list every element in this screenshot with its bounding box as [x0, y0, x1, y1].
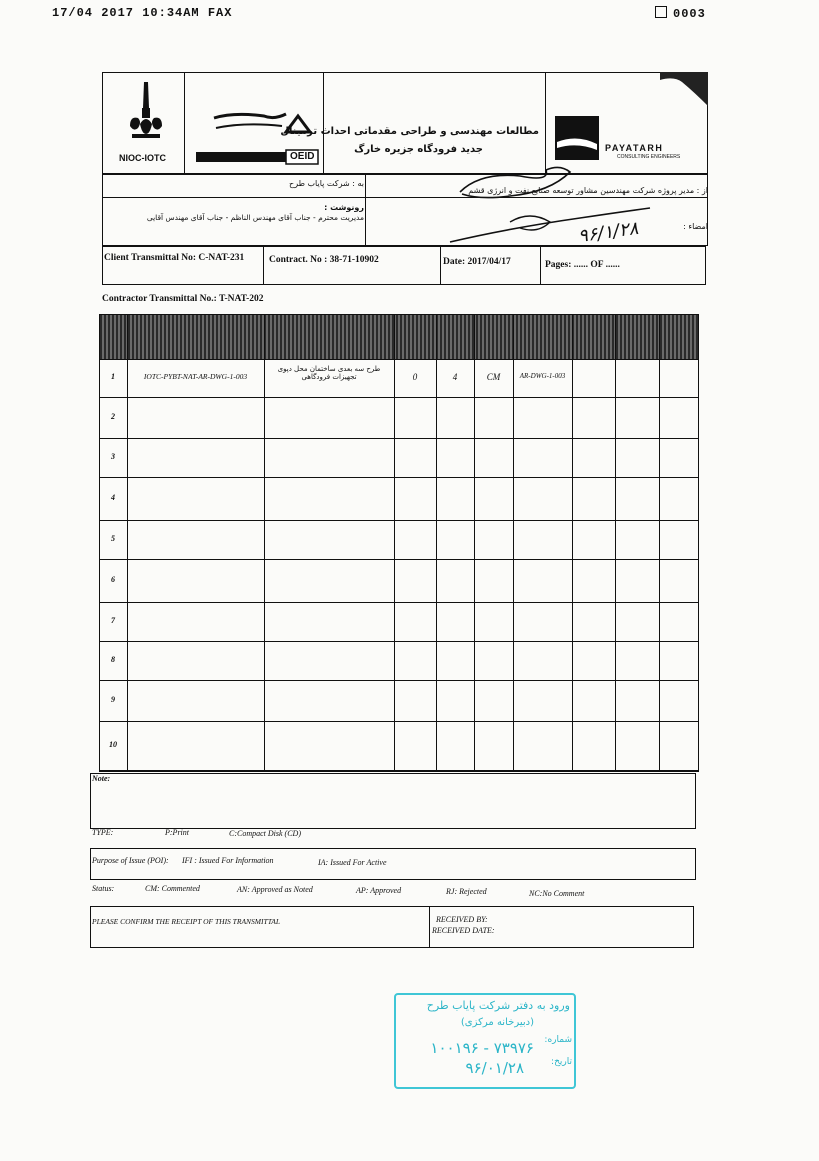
nioc-label: NIOC-IOTC [119, 153, 166, 163]
project-title-line1: مطالعات مهندسی و طراحی مقدماتی احداث ترمینال [280, 126, 539, 137]
received-by: RECEIVED BY: [436, 915, 488, 924]
type-compact-disk: C:Compact Disk (CD) [229, 829, 301, 838]
fax-timestamp: 17/04 2017 10:34AM FAX [52, 6, 233, 20]
cc-value: مدیریت محترم - جناب آقای مهندس الناظم - جناب آقای مهندس آقایی [146, 213, 364, 222]
reference-code: AR-DWG-1-003 [519, 372, 566, 380]
contractor-transmittal-no: Contractor Transmittal No.: T-NAT-202 [102, 294, 264, 304]
payatarh-logo [555, 116, 599, 160]
note-label: Note: [92, 774, 111, 783]
project-title-line2: جدید فرودگاه جزیره خارگ [354, 144, 483, 155]
table-column-divider [127, 314, 128, 771]
table-row-divider [99, 359, 699, 360]
revision: 0 [412, 372, 418, 382]
fax-page-icon [655, 6, 667, 18]
cc-label: رونوشت : [324, 203, 364, 212]
from-field: از : مدیر پروژه شرکت مهندسین مشاور توسعه صنایع نفت و انرژی قشم [468, 186, 708, 195]
document-title: طرح سه بعدی ساختمان محل دپوی تجهیزات فرودگاهی [277, 365, 381, 381]
fax-page-value: 0003 [673, 7, 706, 21]
row-number: 9 [111, 695, 115, 704]
table-row-divider [99, 520, 699, 521]
row-number: 10 [109, 740, 117, 749]
client-transmittal-no: Client Transmittal No: C-NAT-231 [104, 253, 245, 263]
oeid-label: OEID [290, 151, 315, 162]
type-label: TYPE: [92, 828, 114, 837]
to-field: به : شرکت پایاب طرح [289, 179, 364, 188]
status-approved: AP: Approved [356, 886, 402, 895]
signature-label: امضاء : [683, 222, 708, 231]
contract-no: Contract. No : 38-71-10902 [269, 255, 379, 265]
table-column-divider [436, 314, 437, 771]
status-label: Status: [92, 884, 115, 893]
table-row-divider [99, 680, 699, 681]
stamp-number-value: ۷۳۹۷۶ - ۱۰۰۱۹۶ [430, 1039, 534, 1057]
row-number: 7 [111, 616, 115, 625]
payatarh-name: PAYATARH [605, 143, 664, 153]
confirm-box [90, 906, 694, 948]
confirm-receipt: PLEASE CONFIRM THE RECEIPT OF THIS TRANSMITTAL [92, 917, 281, 926]
table-row-divider [99, 438, 699, 439]
purpose-box [90, 848, 696, 880]
table-row-divider [99, 477, 699, 478]
row-number: 2 [111, 412, 115, 421]
stamp-date-label: تاریخ: [551, 1057, 572, 1067]
purpose-label: Purpose of Issue (POI): [92, 856, 169, 865]
row-number: 1 [111, 372, 115, 381]
purpose-ifi: IFI : Issued For Information [182, 856, 274, 865]
table-column-divider [474, 314, 475, 771]
type-print: P:Print [165, 828, 189, 837]
row-number: 3 [111, 452, 115, 461]
table-column-divider [659, 314, 660, 771]
nioc-logo [124, 78, 168, 144]
table-column-divider [264, 314, 265, 771]
row-number: 4 [111, 493, 115, 502]
table-row-divider [99, 721, 699, 722]
handwritten-note: ۹۶/۱/۲۸ [576, 217, 640, 248]
table-column-divider [615, 314, 616, 771]
copies: 4 [452, 372, 458, 382]
note-box [90, 773, 696, 829]
fax-page-number [655, 6, 706, 21]
payatarh-subtitle: CONSULTING ENGINEERS [617, 154, 681, 160]
status-commented: CM: Commented [145, 884, 200, 893]
table-row-divider [99, 771, 699, 772]
row-number: 8 [111, 655, 115, 664]
stamp-line2: (دبیرخانه مرکزی) [460, 1017, 534, 1028]
status-code: CM [486, 372, 501, 382]
torn-corner [660, 72, 710, 112]
table-header-band [100, 315, 698, 359]
received-date: RECEIVED DATE: [432, 926, 495, 935]
table-row-divider [99, 602, 699, 603]
table-row-divider [99, 641, 699, 642]
table-row-divider [99, 397, 699, 398]
table-column-divider [572, 314, 573, 771]
pages-field: Pages: ...... OF ...... [545, 260, 620, 270]
document-number: IOTC-PYBT-NAT-AR-DWG-1-003 [143, 372, 248, 381]
row-number: 6 [111, 575, 115, 584]
stamp-date-value: ۹۶/۰۱/۲۸ [465, 1059, 524, 1077]
status-approved-noted: AN: Approved as Noted [237, 885, 313, 894]
status-rejected: RJ: Rejected [446, 887, 487, 896]
row-number: 5 [111, 534, 115, 543]
stamp-number-label: شماره: [544, 1035, 572, 1045]
table-column-divider [513, 314, 514, 771]
document-table [99, 314, 699, 771]
transmittal-date: Date: 2017/04/17 [443, 257, 511, 267]
table-row-divider [99, 559, 699, 560]
stamp-line1: ورود به دفتر شرکت پایاب طرح [426, 999, 570, 1012]
status-no-comment: NC:No Comment [529, 889, 585, 898]
table-column-divider [394, 314, 395, 771]
purpose-ia: IA: Issued For Active [318, 858, 387, 867]
receipt-stamp [394, 993, 576, 1089]
